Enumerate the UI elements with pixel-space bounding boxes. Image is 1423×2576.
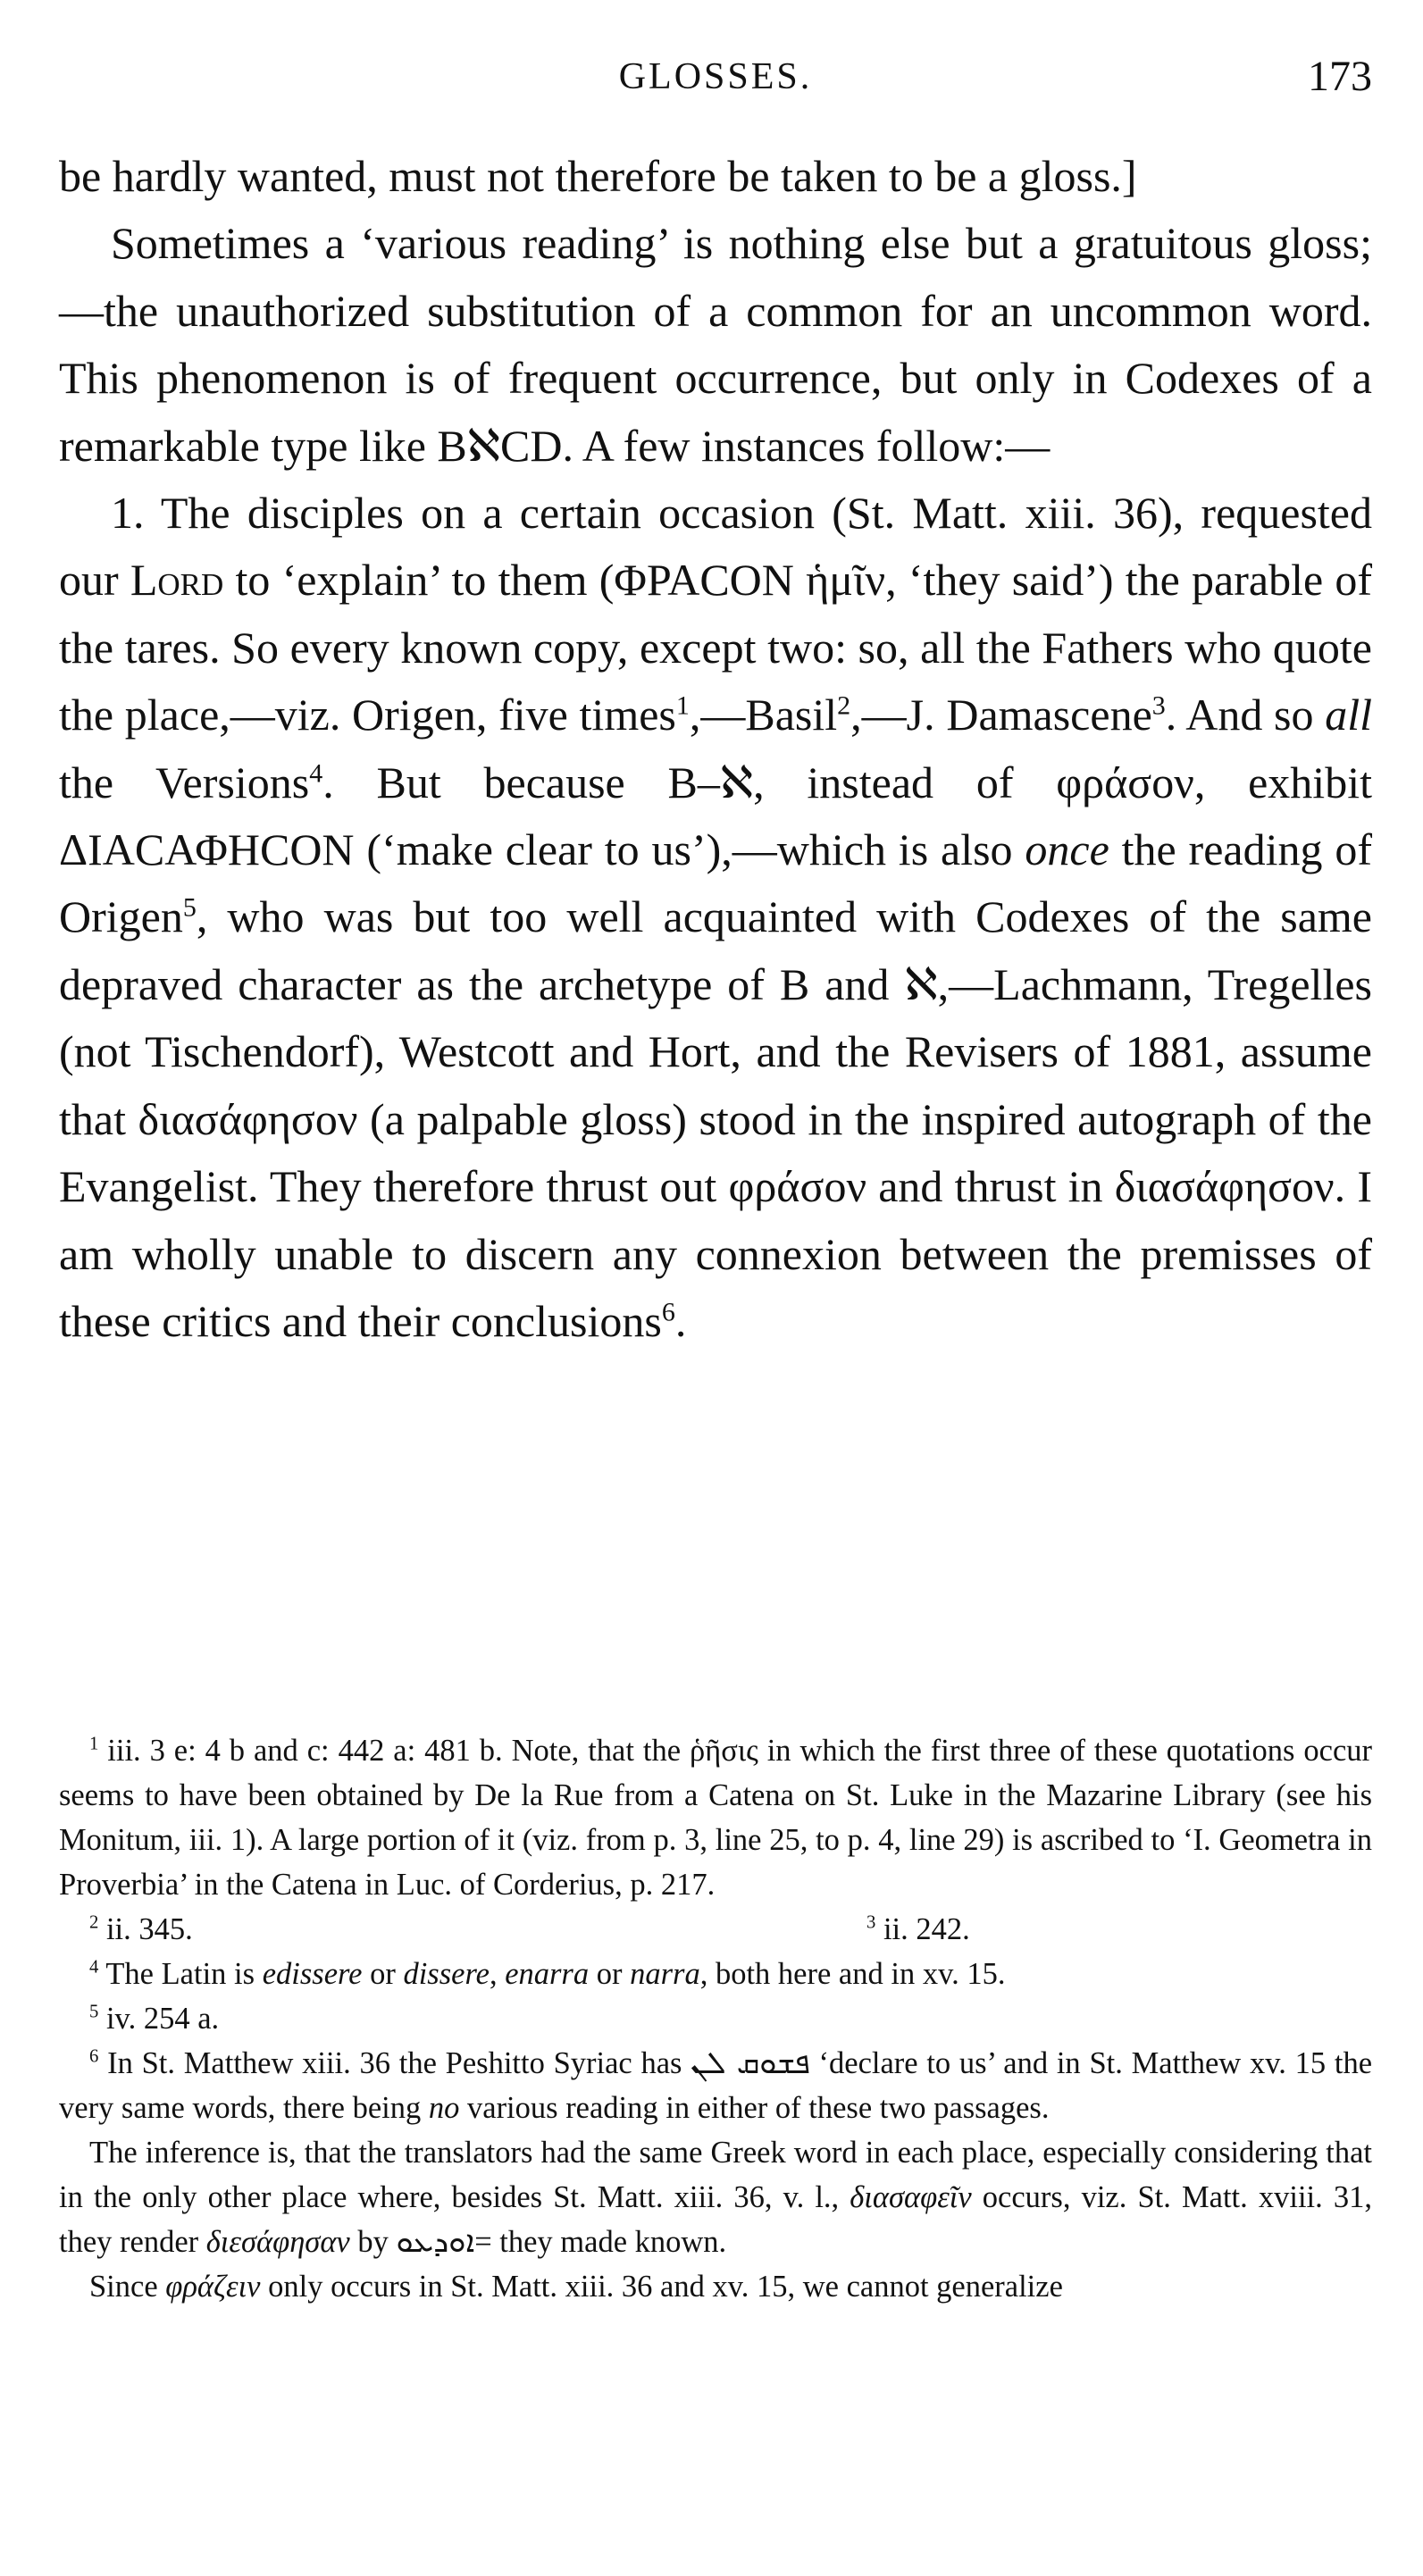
text-run: occurs, viz. St. Matt. xviii. 31, they render bbox=[59, 2180, 1372, 2259]
emphasis-no: no bbox=[428, 2091, 460, 2125]
footnote-mark-5: 5 bbox=[89, 2002, 99, 2022]
footnote-mark-1: 1 bbox=[89, 1734, 99, 1754]
text-run: . bbox=[674, 1295, 687, 1346]
text-run: The inference is, that the translators had the same Greek word in each place, especially considering that in the only other place where, besides St. Matt. xiii. 36, v. l., bbox=[59, 2136, 1372, 2214]
footnote-ref-1: 1 bbox=[675, 690, 690, 721]
text-run: , bbox=[489, 1957, 506, 1991]
text-run: . But because B–ℵ, instead of φράσον, exhibit ΔΙΑCΑΦΗCΟΝ (‘make clear to us’),—which is also bbox=[59, 757, 1372, 875]
page-number: 173 bbox=[1308, 53, 1372, 100]
text-run: the Versions bbox=[59, 757, 310, 807]
footnote-ref-4: 4 bbox=[309, 758, 323, 788]
syriac-word: ܦܫܘܩ ܠܢ bbox=[691, 2045, 810, 2081]
footnote-mark-6: 6 bbox=[89, 2046, 99, 2067]
text-run: ‘declare to us’ and in St. Matthew xv. 15 the very same words, there being bbox=[59, 2046, 1373, 2125]
greek-word: φράζειν bbox=[165, 2270, 261, 2304]
greek-word: διεσάφησαν bbox=[205, 2225, 350, 2259]
footnote-mark-4: 4 bbox=[89, 1957, 99, 1978]
text-run: to ‘explain’ to them (ΦΡΑCΟΝ ἡμῖν, ‘they said’) the parable of the tares. So every known copy, except two: so, all the Fathers who quote the place,—viz. Origen, five times bbox=[59, 555, 1372, 740]
footnote-3 bbox=[866, 1907, 970, 1952]
latin-term: dissere bbox=[403, 1957, 490, 1991]
footnote-2 bbox=[59, 1907, 866, 1952]
text-run: ,—Basil bbox=[689, 690, 838, 740]
text-run: the reading of Origen bbox=[59, 824, 1372, 942]
text-run: In St. Matthew xiii. 36 the Peshitto Syriac has bbox=[98, 2046, 691, 2080]
footnote-ref-6: 6 bbox=[661, 1297, 675, 1327]
footnote-text: iv. 254 a. bbox=[98, 2002, 220, 2036]
text-run: or bbox=[589, 1957, 631, 1991]
footnote-text: ii. 242. bbox=[875, 1912, 970, 1946]
text-run: or bbox=[362, 1957, 404, 1991]
page-header bbox=[59, 55, 1372, 109]
emphasis-once: once bbox=[1025, 824, 1109, 875]
text-run: , who was but too well acquainted with Codexes of the same depraved character as the archetype of B and ℵ,—Lachmann, Tregelles (not Tischendorf), Westcott and Hort, and the Revisers of 1881, assume that διασάφησον (a palpable gloss) stood in the inspired autograph of the Evangelist. They therefore thrust out φράσον and thrust in διασάφησον. I am wholly unable to discern any connexion between the premisses of these critics and their conclusions bbox=[59, 891, 1372, 1346]
running-head: GLOSSES. bbox=[618, 56, 813, 97]
footnote-mark-3: 3 bbox=[866, 1912, 876, 1933]
syriac-word: ܐܘܕܥܘ bbox=[396, 2224, 475, 2260]
footnote-text: ii. 345. bbox=[98, 1912, 193, 1946]
paragraph-instance-1 bbox=[59, 480, 1372, 1355]
main-text bbox=[59, 143, 1372, 1355]
greek-word: διασαφεῖν bbox=[850, 2180, 972, 2214]
emphasis-all: all bbox=[1325, 690, 1372, 740]
text-run: 1. The disciples on a certain occasion (St. Matt. xiii. 36), requested our bbox=[59, 488, 1372, 606]
text-run: The Latin is bbox=[98, 1957, 263, 1991]
lord-small-caps: Lord bbox=[130, 555, 224, 606]
text-run: = they made known. bbox=[474, 2225, 727, 2259]
text-run: ,—J. Damascene bbox=[850, 690, 1152, 740]
footnotes bbox=[59, 1728, 1372, 2309]
footnote-1 bbox=[59, 1728, 1372, 1907]
footnote-ref-2: 2 bbox=[837, 690, 851, 721]
text-run: . And so bbox=[1165, 690, 1326, 740]
footnote-mark-2: 2 bbox=[89, 1912, 99, 1933]
footnote-ref-3: 3 bbox=[1151, 690, 1166, 721]
footnote-6-continued bbox=[59, 2130, 1372, 2264]
paragraph-various-reading: Sometimes a ‘various reading’ is nothing else but a gratuitous gloss;—the unauthorized substitution of a common for an uncommon word. This phenomenon is of frequent occurrence, but only in Codexes of a remarkable type like BℵCD. A few instances follow:— bbox=[59, 218, 1372, 471]
latin-term: edissere bbox=[262, 1957, 363, 1991]
footnote-6-final bbox=[59, 2264, 1372, 2309]
footnote-5 bbox=[59, 1996, 1372, 2041]
text-run: only occurs in St. Matt. xiii. 36 and xv. 15, we cannot generalize bbox=[260, 2270, 1063, 2304]
paragraph-continuation: be hardly wanted, must not therefore be taken to be a gloss.] bbox=[59, 151, 1137, 201]
text-run: by bbox=[349, 2225, 397, 2259]
text-run: , both here and in xv. 15. bbox=[699, 1957, 1006, 1991]
footnote-4 bbox=[59, 1952, 1372, 1996]
footnote-6 bbox=[59, 2041, 1372, 2130]
footnotes-2-3 bbox=[59, 1907, 1372, 1952]
text-run: various reading in either of these two passages. bbox=[459, 2091, 1050, 2125]
footnote-ref-5: 5 bbox=[182, 892, 197, 923]
latin-term: narra bbox=[630, 1957, 700, 1991]
latin-term: enarra bbox=[505, 1957, 590, 1991]
text-run: Since bbox=[89, 2270, 166, 2304]
footnote-text: iii. 3 e: 4 b and c: 442 a: 481 b. Note, that the ῥῆσις in which the first three of these quotations occur seems to have been obtained by De la Rue from a Catena on St. Luke in the Mazarine Library (see his Monitum, iii. 1). A large portion of it (viz. from p. 3, line 25, to p. 4, line 29) is ascribed to ‘I. Geometra in Proverbia’ in the Catena in Luc. of Corderius, p. 217. bbox=[59, 1734, 1372, 1902]
